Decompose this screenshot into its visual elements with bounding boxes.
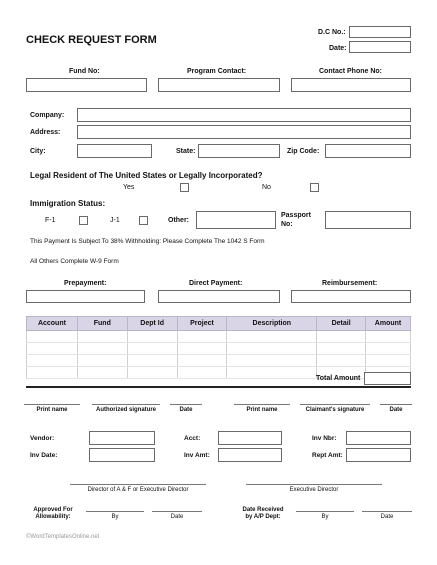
table-cell[interactable]	[366, 355, 411, 367]
approved-date-label: Date	[170, 514, 184, 520]
received-date-label: Date	[380, 514, 394, 520]
program-contact-label: Program Contact:	[187, 68, 247, 75]
table-cell[interactable]	[77, 367, 127, 379]
sig-label-claimant: Claimant's signature	[305, 407, 365, 413]
table-cell[interactable]	[317, 343, 366, 355]
col-header-detail: Detail	[317, 317, 366, 331]
received-date-line[interactable]	[362, 511, 412, 512]
sig-line-authorized[interactable]	[92, 404, 160, 405]
table-cell[interactable]	[317, 355, 366, 367]
col-header-account: Account	[27, 317, 78, 331]
approved-date-line[interactable]	[152, 511, 202, 512]
col-header-dept-id: Dept Id	[127, 317, 177, 331]
executive-director-signature-line[interactable]	[246, 484, 382, 485]
table-cell[interactable]	[177, 331, 227, 343]
company-label: Company:	[30, 112, 65, 119]
rept-amt-field[interactable]	[346, 448, 411, 462]
table-cell[interactable]	[27, 343, 78, 355]
city-field[interactable]	[77, 144, 152, 158]
sig-label-date-1: Date	[179, 407, 193, 413]
table-cell[interactable]	[127, 343, 177, 355]
fund-no-field[interactable]	[26, 78, 147, 92]
sig-line-print-name-1[interactable]	[24, 404, 80, 405]
table-cell[interactable]	[127, 355, 177, 367]
date-field[interactable]	[349, 41, 411, 53]
reimbursement-label: Reimbursement:	[322, 280, 378, 287]
col-header-project: Project	[177, 317, 227, 331]
received-by-line[interactable]	[296, 511, 354, 512]
sig-line-claimant[interactable]	[300, 404, 370, 405]
approved-by-label: By	[111, 514, 119, 520]
residency-no-checkbox[interactable]	[310, 183, 319, 192]
table-cell[interactable]	[366, 343, 411, 355]
city-label: City:	[30, 148, 46, 155]
table-row	[27, 331, 411, 343]
table-cell[interactable]	[27, 331, 78, 343]
reimbursement-field[interactable]	[291, 290, 411, 303]
table-row	[27, 343, 411, 355]
sig-label-print-name-2: Print name	[246, 407, 278, 413]
direct-payment-field[interactable]	[158, 290, 280, 303]
col-header-amount: Amount	[366, 317, 411, 331]
prepayment-field[interactable]	[26, 290, 145, 303]
immigration-title: Immigration Status:	[30, 199, 106, 208]
prepayment-label: Prepayment:	[64, 280, 107, 287]
table-cell[interactable]	[317, 331, 366, 343]
inv-amt-label: Inv Amt:	[184, 452, 210, 459]
withholding-note: This Payment Is Subject To 38% Withholding: Please Complete The 1042 S Form	[30, 238, 265, 245]
passport-field[interactable]	[325, 211, 411, 229]
acct-label: Acct:	[184, 435, 201, 442]
company-field[interactable]	[77, 108, 411, 122]
table-cell[interactable]	[227, 355, 317, 367]
table-cell[interactable]	[27, 355, 78, 367]
total-amount-label: Total Amount	[316, 375, 361, 382]
table-cell[interactable]	[127, 331, 177, 343]
executive-director-label: Executive Director	[289, 487, 339, 493]
j1-label: J-1	[110, 217, 120, 224]
program-contact-field[interactable]	[158, 78, 280, 92]
sig-label-print-name-1: Print name	[36, 407, 68, 413]
approved-allowability-label: Approved For Allowability:	[33, 507, 73, 521]
date-label: Date:	[329, 45, 347, 52]
table-row	[27, 355, 411, 367]
account-table	[26, 316, 411, 379]
watermark-text: ©WordTemplatesOnline.net	[26, 534, 100, 540]
passport-label: Passport No:	[281, 212, 311, 228]
sig-line-date-2[interactable]	[380, 404, 412, 405]
residency-question: Legal Resident of The United States or Legally Incorporated?	[30, 171, 263, 180]
f1-label: F-1	[45, 217, 56, 224]
fund-no-label: Fund No:	[69, 68, 100, 75]
vendor-field[interactable]	[89, 431, 155, 445]
sig-label-authorized: Authorized signature	[95, 407, 156, 413]
inv-date-label: Inv Date:	[30, 452, 58, 459]
j1-checkbox[interactable]	[139, 216, 148, 225]
dc-number-label: D.C No.:	[318, 29, 346, 36]
rept-amt-label: Rept Amt:	[312, 452, 343, 459]
dc-number-field[interactable]	[349, 26, 411, 38]
residency-no-label: No	[262, 184, 271, 191]
total-amount-field[interactable]	[364, 372, 411, 385]
address-field[interactable]	[77, 125, 411, 139]
table-cell[interactable]	[227, 343, 317, 355]
col-header-fund: Fund	[77, 317, 127, 331]
residency-yes-checkbox[interactable]	[180, 183, 189, 192]
received-ap-label: Date Received by A/P Dept:	[242, 507, 284, 521]
state-label: State:	[176, 148, 196, 155]
table-cell[interactable]	[227, 331, 317, 343]
col-header-description: Description	[227, 317, 317, 331]
contact-phone-label: Contact Phone No:	[319, 68, 382, 75]
table-cell[interactable]	[177, 343, 227, 355]
acct-field[interactable]	[218, 431, 282, 445]
table-header-row	[27, 317, 411, 331]
inv-amt-field[interactable]	[218, 448, 282, 462]
table-cell[interactable]	[177, 367, 227, 379]
table-cell[interactable]	[27, 367, 78, 379]
contact-phone-field[interactable]	[291, 78, 411, 92]
table-bottom-rule	[26, 386, 411, 388]
inv-date-field[interactable]	[89, 448, 155, 462]
f1-checkbox[interactable]	[79, 216, 88, 225]
inv-nbr-field[interactable]	[346, 431, 411, 445]
approved-by-line[interactable]	[86, 511, 144, 512]
inv-nbr-label: Inv Nbr:	[312, 435, 337, 442]
table-cell[interactable]	[127, 367, 177, 379]
table-cell[interactable]	[77, 331, 127, 343]
zip-field[interactable]	[325, 144, 411, 158]
page-title: CHECK REQUEST FORM	[26, 34, 157, 46]
direct-payment-label: Direct Payment:	[189, 280, 243, 287]
table-cell[interactable]	[77, 343, 127, 355]
state-field[interactable]	[198, 144, 280, 158]
director-af-signature-line[interactable]	[70, 484, 206, 485]
table-cell[interactable]	[366, 331, 411, 343]
address-label: Address:	[30, 129, 61, 136]
other-label: Other:	[168, 217, 189, 224]
table-cell[interactable]	[227, 367, 317, 379]
director-af-label: Director of A & F or Executive Director	[87, 487, 189, 493]
table-cell[interactable]	[177, 355, 227, 367]
vendor-label: Vendor:	[30, 435, 55, 442]
zip-label: Zip Code:	[287, 148, 320, 155]
w9-note: All Others Complete W-9 Form	[30, 258, 119, 265]
residency-yes-label: Yes	[123, 184, 135, 191]
sig-label-date-2: Date	[389, 407, 403, 413]
sig-line-print-name-2[interactable]	[234, 404, 290, 405]
received-by-label: By	[321, 514, 329, 520]
sig-line-date-1[interactable]	[170, 404, 202, 405]
table-cell[interactable]	[77, 355, 127, 367]
other-field[interactable]	[196, 211, 276, 229]
